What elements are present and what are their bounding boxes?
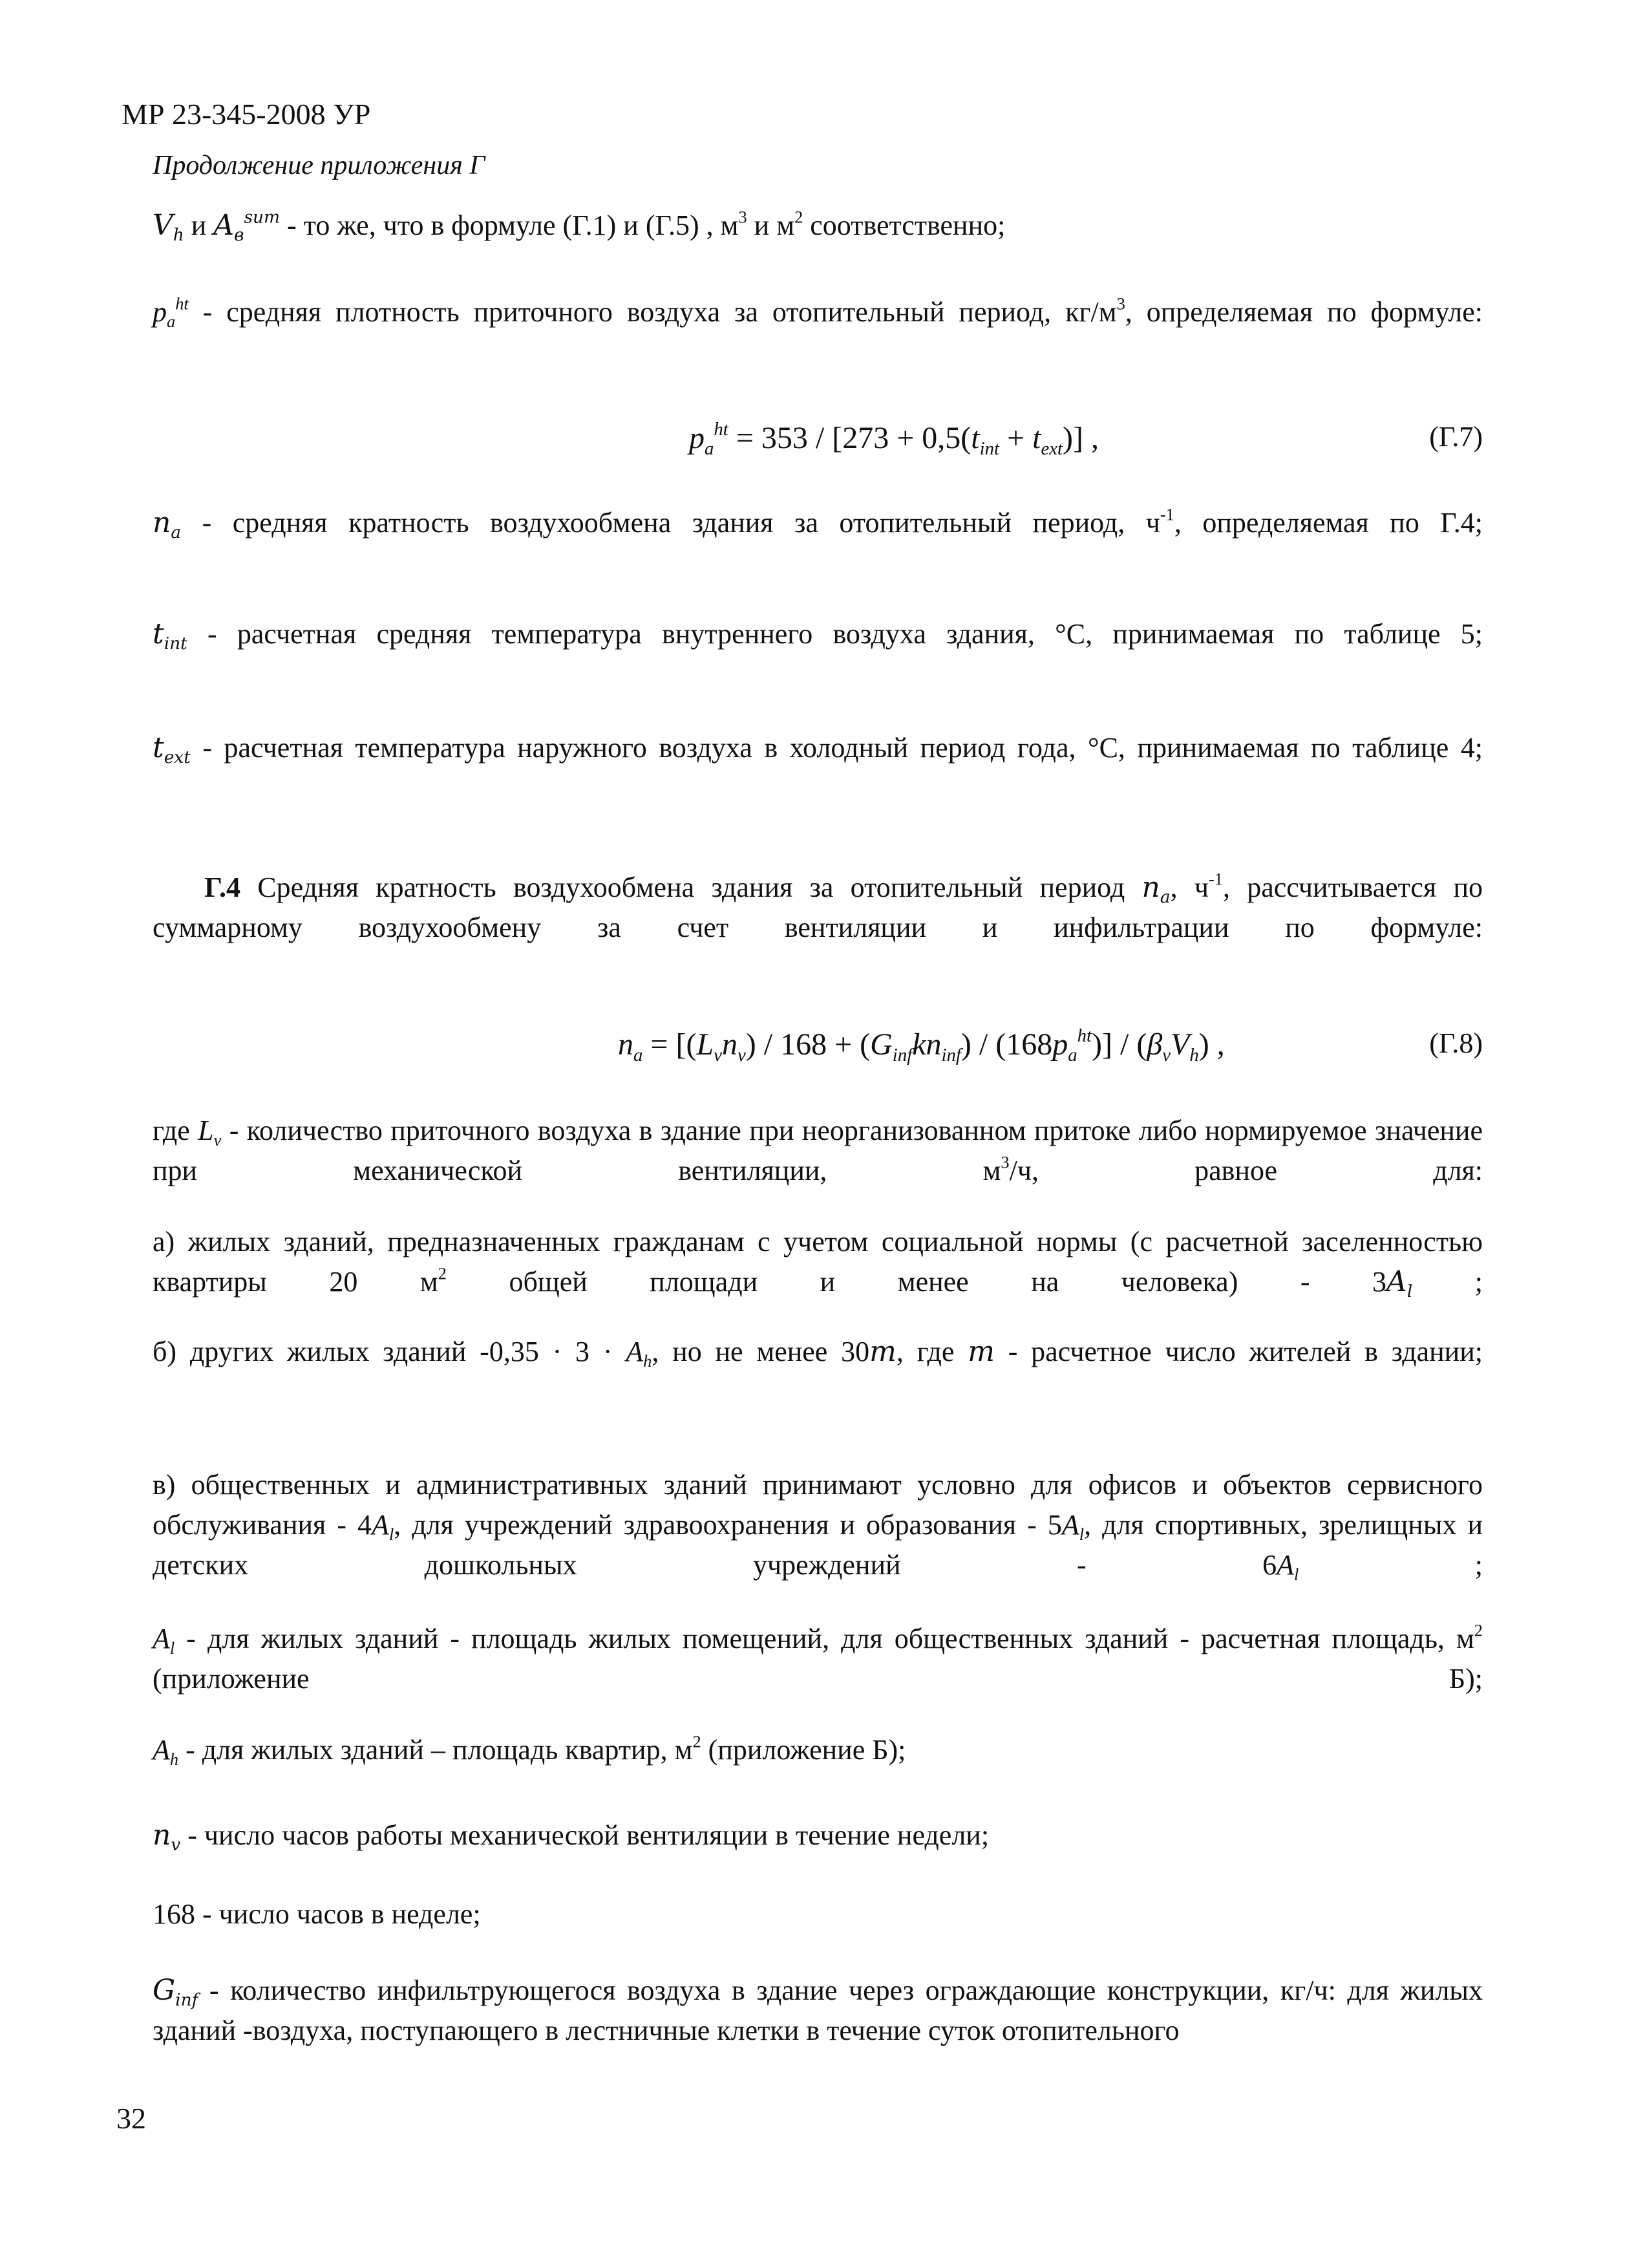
formula-g7 (153, 420, 1483, 465)
definition-tint: $t_{int}$ - расчетная средняя температура внутреннего воздуха здания, °С, принимаемая по таблице 5; (153, 617, 1483, 654)
page-number: 32 (116, 2102, 146, 2135)
item-v-public-buildings: в) общественных и административных зданий принимают условно для офисов и объектов сервисного обслуживания - $4A_l$, для учреждений здравоохранения и образования - $5A_l$, для спортивных, зрелищных и детских дошкольных учреждений - $6A_l$ ; (153, 1469, 1483, 1585)
formula-g7-body: $p_a^{ht} = 353 / [273 + 0,5(t_{int} + t_{ext})]$ , (689, 418, 1099, 460)
definition-ginf: $G_{inf}$ - количество инфильтрующегося воздуха в здание через ограждающие конструкции, кг/ч: для жилых зданий -воздуха, поступающего в лестничные клетки в течение суток отопительного (153, 1974, 1483, 2046)
definition-na: $n_a$ - средняя кратность воздухообмена здания за отопительный период, $ч^{-1}$, определяемая по Г.4; (153, 504, 1483, 543)
section-g4: Г.4 Средняя кратность воздухообмена здания за отопительный период $n_a$, $ч^{-1}$, рассчитывается по суммарному воздухообмену за счет вентиляции и инфильтрации по формуле: (153, 869, 1483, 943)
definition-al: $A_l$ - для жилых зданий - площадь жилых помещений, для общественных зданий - расчетная площадь, $м^2$ (приложение Б); (153, 1620, 1483, 1695)
formula-g8-body: $n_a = [(L_vn_v) / 168 + (G_{inf}kn_{inf}) / (168p_a^{ht})] / (\beta_vV_h)$ , (618, 1025, 1225, 1066)
definition-rho: $p_a^{ht}$ - средняя плотность приточного воздуха за отопительный период, $кг/м^3$, определяемая по формуле: (153, 294, 1483, 332)
formula-g8 (153, 1027, 1483, 1072)
definition-text: $t_{ext}$ - расчетная температура наружного воздуха в холодный период года, °С, принимаемая по таблице 4; (153, 731, 1483, 768)
item-b-other-residential: б) других жилых зданий $-0,35 \cdot 3 \cdot A_h$, но не менее 30m, где m - расчетное число жителей в здании; (153, 1335, 1483, 1371)
appendix-continuation: Продолжение приложения Г (153, 151, 485, 180)
equation-number-g7: (Г.7) (1429, 421, 1483, 453)
definition-vh-ab: $V_h$ и $A_в^{sum}$ - то же, что в формуле (Г.1) и (Г.5) , $м^3$ и $м^2$ соответственно; (153, 207, 1006, 246)
definition-168: 168 - число часов в неделе; (153, 1898, 481, 1930)
definition-ah: $A_h$ - для жилых зданий – площадь квартир, $м^2$ (приложение Б); (153, 1731, 906, 1770)
definition-nv: $n_v$ - число часов работы механической вентиляции в течение недели; (153, 1819, 990, 1856)
document-code: МР 23-345-2008 УР (122, 98, 371, 131)
equation-number-g8: (Г.8) (1429, 1027, 1483, 1059)
definition-lv: где $L_v$ - количество приточного воздуха в здание при неорганизованном притоке либо нормируемое значение при механической вентиляции, $м^3/ч$, равное для: (153, 1115, 1483, 1186)
item-a-residential-social: а) жилых зданий, предназначенных гражданам с учетом социальной нормы (с расчетной заселенностью квартиры 20 $м^2$ общей площади и менее на человека) - $3A_l$ ; (153, 1226, 1483, 1302)
